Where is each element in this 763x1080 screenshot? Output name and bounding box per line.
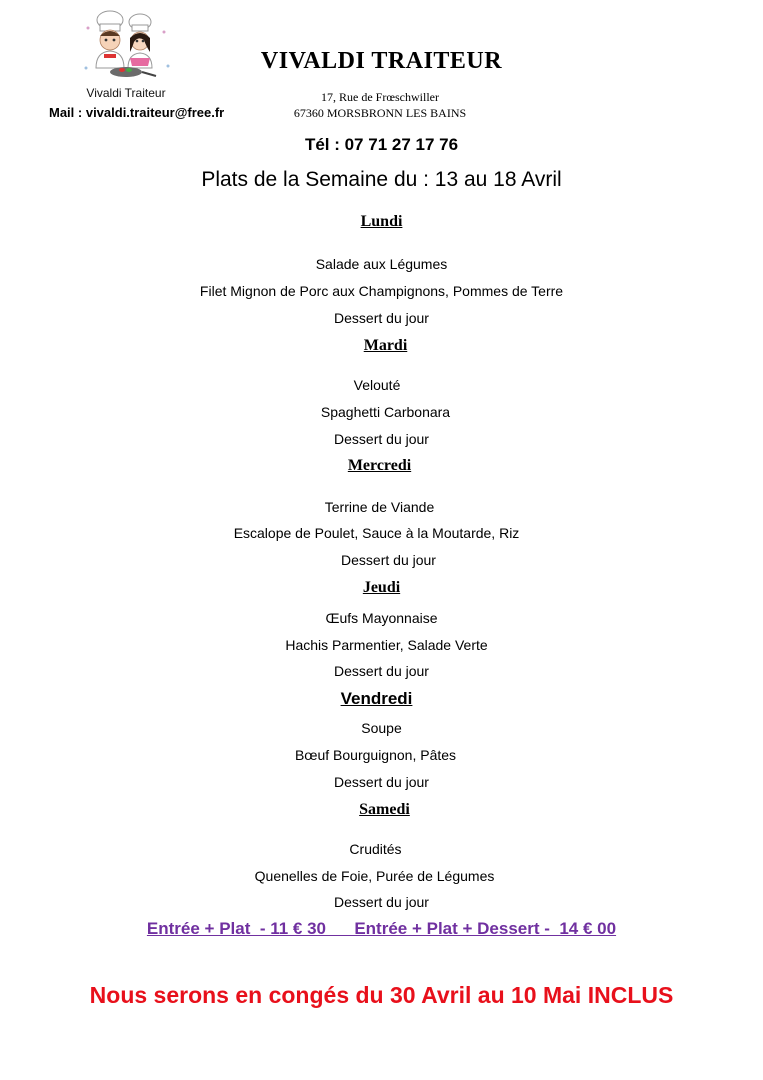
dish-plat: Bœuf Bourguignon, Pâtes: [294, 747, 457, 763]
dish-entree: Œufs Mayonnaise: [325, 610, 438, 626]
dish-entree: Crudités: [349, 841, 402, 857]
dish-entree: Soupe: [361, 720, 402, 736]
address-city: 67360 MORSBRONN LES BAINS: [293, 106, 467, 120]
day-heading-mercredi: Mercredi: [347, 457, 412, 474]
dish-dessert: Dessert du jour: [334, 310, 429, 326]
dish-plat: Hachis Parmentier, Salade Verte: [285, 637, 488, 653]
dish-dessert: Dessert du jour: [334, 774, 429, 790]
day-heading-vendredi: Vendredi: [340, 689, 413, 708]
dish-dessert: Dessert du jour: [334, 431, 429, 447]
week-title: Plats de la Semaine du : 13 au 18 Avril: [201, 168, 562, 191]
day-heading-jeudi: Jeudi: [362, 579, 401, 596]
price-line: Entrée + Plat - 11 € 30 Entrée + Plat + Dessert - 14 € 00: [146, 919, 617, 938]
day-heading-lundi: Lundi: [360, 213, 403, 230]
dish-plat: Escalope de Poulet, Sauce à la Moutarde, Riz: [233, 525, 520, 541]
mail-address: Mail : vivaldi.traiteur@free.fr: [49, 105, 225, 120]
dish-entree: Terrine de Viande: [324, 499, 435, 515]
dish-plat: Filet Mignon de Porc aux Champignons, Pommes de Terre: [199, 283, 564, 299]
dish-entree: Salade aux Légumes: [315, 256, 448, 272]
day-heading-samedi: Samedi: [359, 801, 410, 818]
dish-dessert: Dessert du jour: [334, 894, 429, 910]
logo-caption: Vivaldi Traiteur: [86, 86, 166, 100]
address-street: 17, Rue de Frœschwiller: [321, 90, 439, 104]
phone-number: Tél : 07 71 27 17 76: [304, 135, 459, 154]
dish-dessert: Dessert du jour: [334, 663, 429, 679]
dish-plat: Spaghetti Carbonara: [320, 404, 451, 420]
dish-plat: Quenelles de Foie, Purée de Légumes: [254, 868, 495, 884]
dish-dessert: Dessert du jour: [341, 552, 436, 568]
closure-notice: Nous serons en congés du 30 Avril au 10 Mai INCLUS: [89, 982, 674, 1008]
dish-entree: Velouté: [353, 377, 401, 393]
company-name: VIVALDI TRAITEUR: [260, 48, 503, 74]
day-heading-mardi: Mardi: [363, 337, 408, 354]
